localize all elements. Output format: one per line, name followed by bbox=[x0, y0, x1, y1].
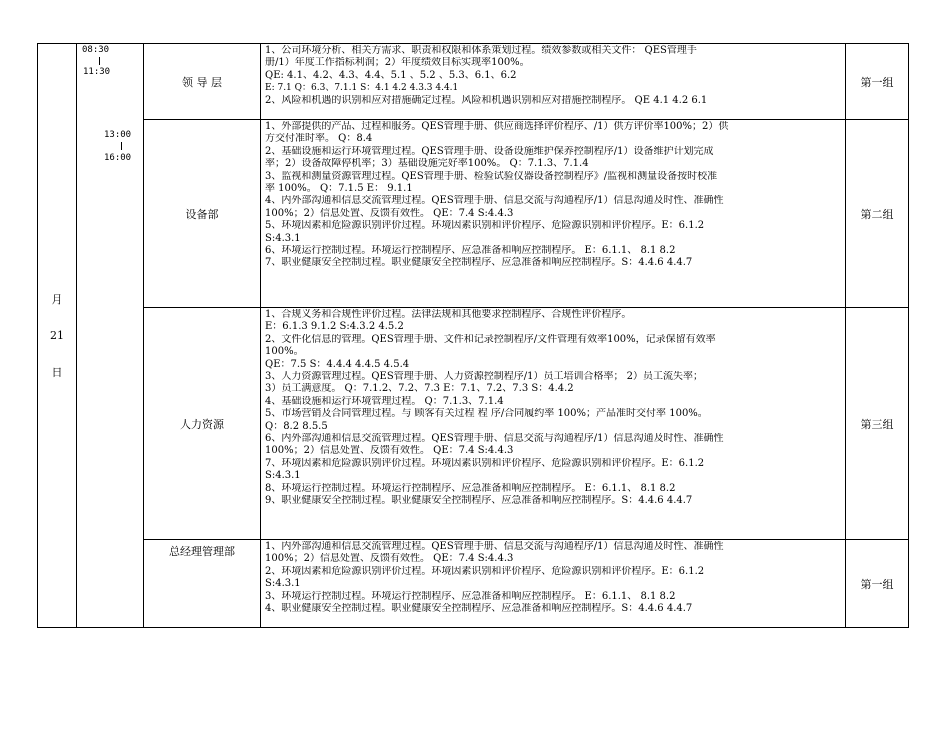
group-cell: 第一组 bbox=[846, 540, 909, 628]
item-line: 3）员工满意度。 Q：7.1.2、7.2、7.3 E：7.1、7.2、7.3 S：4.4.2 bbox=[265, 383, 574, 395]
table-row bbox=[38, 540, 909, 628]
item-line: S:4.3.1 bbox=[265, 470, 301, 482]
item-line: 2、风险和机遇的识别和应对措施确定过程。风险和机遇识别和应对措施控制程序。 QE 4.1 4.2 6.1 bbox=[265, 94, 708, 106]
item-line: 100%。 bbox=[265, 346, 304, 358]
item-line: 6、内外部沟通和信息交流管理过程。QES管理手册、信息交流与沟通程序/1）信息沟通及时性、准确性 bbox=[265, 433, 724, 445]
item-line: 4、基础设施和运行环境管理过程。 Q：7.1.3、7.1.4 bbox=[265, 395, 504, 407]
item-line: E: 7.1 Q：6.3、7.1.1 S：4.1 4.2 4.3.3 4.4.1 bbox=[265, 83, 459, 94]
item-line: 4、内外部沟通和信息交流管理过程。QES管理手册、信息交流与沟通程序/1）信息沟通及时性、准确性 bbox=[265, 195, 724, 207]
date-dayword: 日 bbox=[51, 366, 63, 379]
audit-schedule-table bbox=[37, 43, 909, 628]
group-cell: 第一组 bbox=[846, 44, 909, 120]
item-line: Q：8.2 8.5.5 bbox=[265, 420, 328, 432]
item-line: 1、合规义务和合规性评价过程。法律法规和其他要求控制程序、合规性评价程序。 bbox=[265, 309, 632, 320]
item-line: 方交付准时率。 Q：8.4 bbox=[265, 133, 373, 145]
item-line: 5、市场营销及合同管理过程。与 顾客有关过程 程 序/合同履约率 100%；产品准时交付率 100%。 bbox=[265, 408, 708, 420]
item-line: 率 100%。 Q：7.1.5 E： 9.1.1 bbox=[265, 183, 413, 195]
item-line: 1、公司环境分析、相关方需求、职责和权限和体系策划过程。绩效参数或相关文件： QES管理手 bbox=[265, 45, 697, 56]
item-line: QE: 4.1、4.2、4.3、4.4、5.1 、5.2 、5.3、6.1、6.2 bbox=[265, 69, 517, 81]
time-am-start: 08:30 bbox=[82, 45, 110, 55]
group-cell: 第三组 bbox=[846, 308, 909, 540]
item-line: 3、环境运行控制过程。环境运行控制程序、应急准备和响应控制程序。 E：6.1.1、 8.1 8.2 bbox=[265, 590, 676, 602]
time-am-end: 11:30 bbox=[83, 67, 111, 77]
date-month: 月 bbox=[51, 293, 63, 306]
dept-cell: 设备部 bbox=[144, 120, 261, 308]
dept-cell: 人力资源 bbox=[144, 308, 261, 540]
time-pm-end: 16:00 bbox=[104, 153, 132, 163]
items-cell bbox=[261, 540, 846, 628]
item-line: 7、职业健康安全控制过程。职业健康安全控制程序、应急准备和响应控制程序。S：4.4.6 4.4.7 bbox=[265, 257, 693, 269]
items-cell bbox=[261, 120, 846, 308]
item-line: 率；2）设备故障停机率；3）基础设施完好率100%。 Q：7.1.3、7.1.4 bbox=[265, 158, 589, 170]
item-line: 6、环境运行控制过程。环境运行控制程序、应急准备和响应控制程序。 E：6.1.1、 8.1 8.2 bbox=[265, 245, 676, 257]
item-line: S:4.3.1 bbox=[265, 232, 301, 244]
date-cell bbox=[38, 44, 77, 628]
item-line: 3、人力资源管理过程。QES管理手册、人力资源控制程序/1）员工培训合格率； 2）员工流失率； bbox=[265, 371, 703, 383]
time-pm-bar bbox=[121, 142, 122, 150]
time-pm-start: 13:00 bbox=[104, 130, 132, 140]
item-line: 8、环境运行控制过程。环境运行控制程序、应急准备和响应控制程序。 E：6.1.1、 8.1 8.2 bbox=[265, 482, 676, 494]
dept-cell: 领 导 层 bbox=[144, 44, 261, 120]
items-cell bbox=[261, 308, 846, 540]
item-line: 3、监视和测量资源管理过程。QES管理手册、检验试验仪器设备控制程序》/监视和测量设备按时校准 bbox=[265, 170, 718, 182]
group-cell: 第二组 bbox=[846, 120, 909, 308]
items-cell bbox=[261, 44, 846, 120]
table-row bbox=[38, 120, 909, 308]
item-line: 9、职业健康安全控制过程。职业健康安全控制程序、应急准备和响应控制程序。S：4.4.6 4.4.7 bbox=[265, 495, 693, 507]
item-line: 2、环境因素和危险源识别评价过程。环境因素识别和评价程序、危险源识别和评价程序。E：6.1.2 bbox=[265, 565, 705, 577]
item-line: 1、内外部沟通和信息交流管理过程。QES管理手册、信息交流与沟通程序/1）信息沟通及时性、准确性 bbox=[265, 541, 724, 552]
item-line: 1、外部提供的产品、过程和服务。QES管理手册、供应商选择评价程序、/1）供方评价率100%；2）供 bbox=[265, 121, 729, 132]
item-line: 100%；2）信息处置、反馈有效性。 QE：7.4 S:4.4.3 bbox=[265, 207, 514, 219]
item-line: 100%；2）信息处置、反馈有效性。 QE：7.4 S:4.4.3 bbox=[265, 553, 514, 565]
item-line: 2、文件化信息的管理。QES管理手册、文件和记录控制程序/文件管理有效率100%，记录保留有效率 bbox=[265, 333, 716, 345]
dept-cell: 总经理管理部 bbox=[144, 540, 261, 628]
item-line: S:4.3.1 bbox=[265, 578, 301, 590]
item-line: 4、职业健康安全控制过程。职业健康安全控制程序、应急准备和响应控制程序。S：4.4.6 4.4.7 bbox=[265, 603, 693, 615]
time-cell bbox=[77, 44, 144, 628]
date-day: 21 bbox=[50, 329, 64, 342]
table-row bbox=[38, 308, 909, 540]
item-line: 2、基础设施和运行环境管理过程。QES管理手册、设备设施维护保养控制程序/1）设备维护计划完成 bbox=[265, 145, 714, 157]
item-line: 7、环境因素和危险源识别评价过程。环境因素识别和评价程序、危险源识别和评价程序。E：6.1.2 bbox=[265, 457, 705, 469]
item-line: 册/1）年度工作指标利润；2）年度绩效目标实现率100%。 bbox=[265, 57, 530, 69]
item-line: QE：7.5 S：4.4.4 4.4.5 4.5.4 bbox=[265, 358, 410, 370]
item-line: E：6.1.3 9.1.2 S:4.3.2 4.5.2 bbox=[265, 321, 404, 333]
item-line: 100%；2）信息处置、反馈有效性。 QE：7.4 S:4.4.3 bbox=[265, 445, 514, 457]
table-row bbox=[38, 44, 909, 120]
time-am-bar bbox=[99, 57, 100, 65]
item-line: 5、环境因素和危险源识别评价过程。环境因素识别和评价程序、危险源识别和评价程序。E：6.1.2 bbox=[265, 220, 705, 232]
